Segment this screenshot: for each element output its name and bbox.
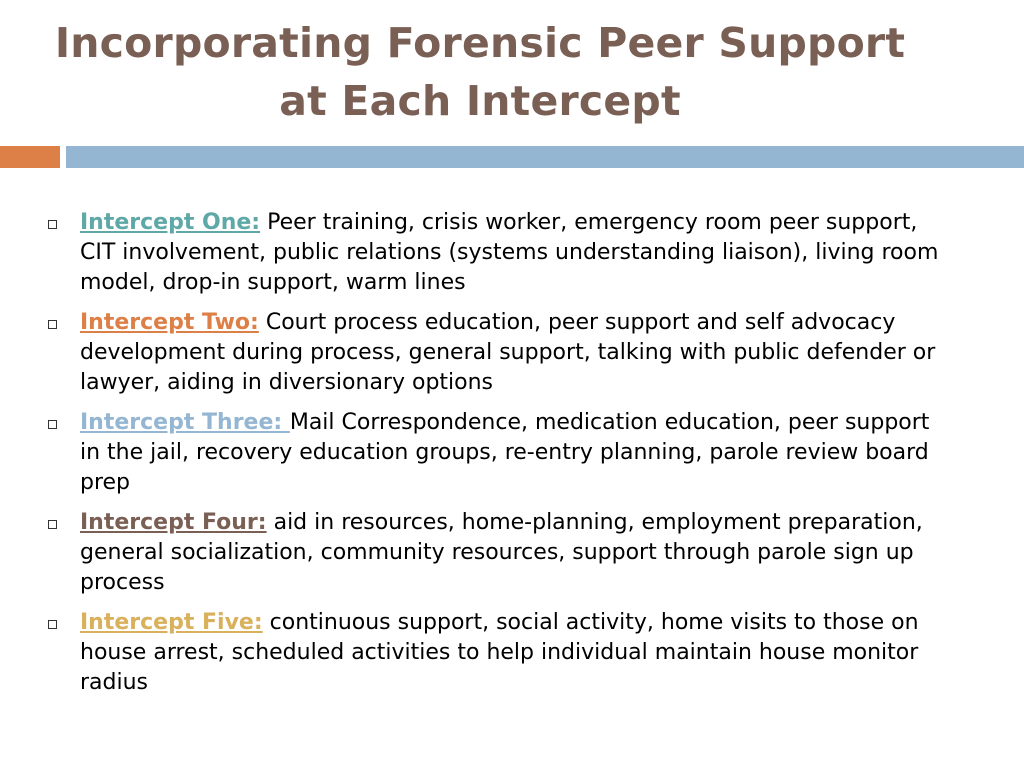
slide-title	[30, 14, 930, 130]
intercept-two-text: Court process education, peer support and self advocacy development during process, general support, talking with public defender or lawyer, aiding in diversionary options	[80, 310, 936, 395]
square-bullet-icon	[48, 620, 57, 629]
bullet-intercept-three	[44, 408, 944, 498]
accent-bar-blue	[66, 146, 1024, 168]
slide-title-line-2: at Each Intercept	[279, 77, 681, 125]
square-bullet-icon	[48, 220, 57, 229]
bullet-intercept-five	[44, 608, 944, 698]
slide-title-line-1: Incorporating Forensic Peer Support	[54, 19, 906, 67]
intercept-three-text: Mail Correspondence, medication education, peer support in the jail, recovery education groups, re-entry planning, parole review board prep	[80, 410, 930, 495]
bullet-intercept-two	[44, 308, 944, 398]
intercept-one-text: Peer training, crisis worker, emergency room peer support, CIT involvement, public relations (systems understanding liaison), living room model, drop-in support, warm lines	[80, 210, 939, 295]
intercept-two-label: Intercept Two:	[80, 310, 259, 335]
intercept-four-text: aid in resources, home-planning, employment preparation, general socialization, community resources, support through parole sign up process	[80, 510, 923, 595]
intercept-one-label: Intercept One:	[80, 210, 261, 235]
square-bullet-icon	[48, 520, 57, 529]
square-bullet-icon	[48, 320, 57, 329]
accent-bar-orange	[0, 146, 60, 168]
intercept-four-label: Intercept Four:	[80, 510, 267, 535]
intercept-bullet-list	[44, 208, 944, 708]
bullet-intercept-one	[44, 208, 944, 298]
intercept-five-text: continuous support, social activity, home visits to those on house arrest, scheduled activities to help individual maintain house monitor radius	[80, 610, 919, 695]
square-bullet-icon	[48, 420, 57, 429]
bullet-intercept-four	[44, 508, 944, 598]
intercept-three-label: Intercept Three:	[80, 410, 290, 435]
intercept-five-label: Intercept Five:	[80, 610, 263, 635]
